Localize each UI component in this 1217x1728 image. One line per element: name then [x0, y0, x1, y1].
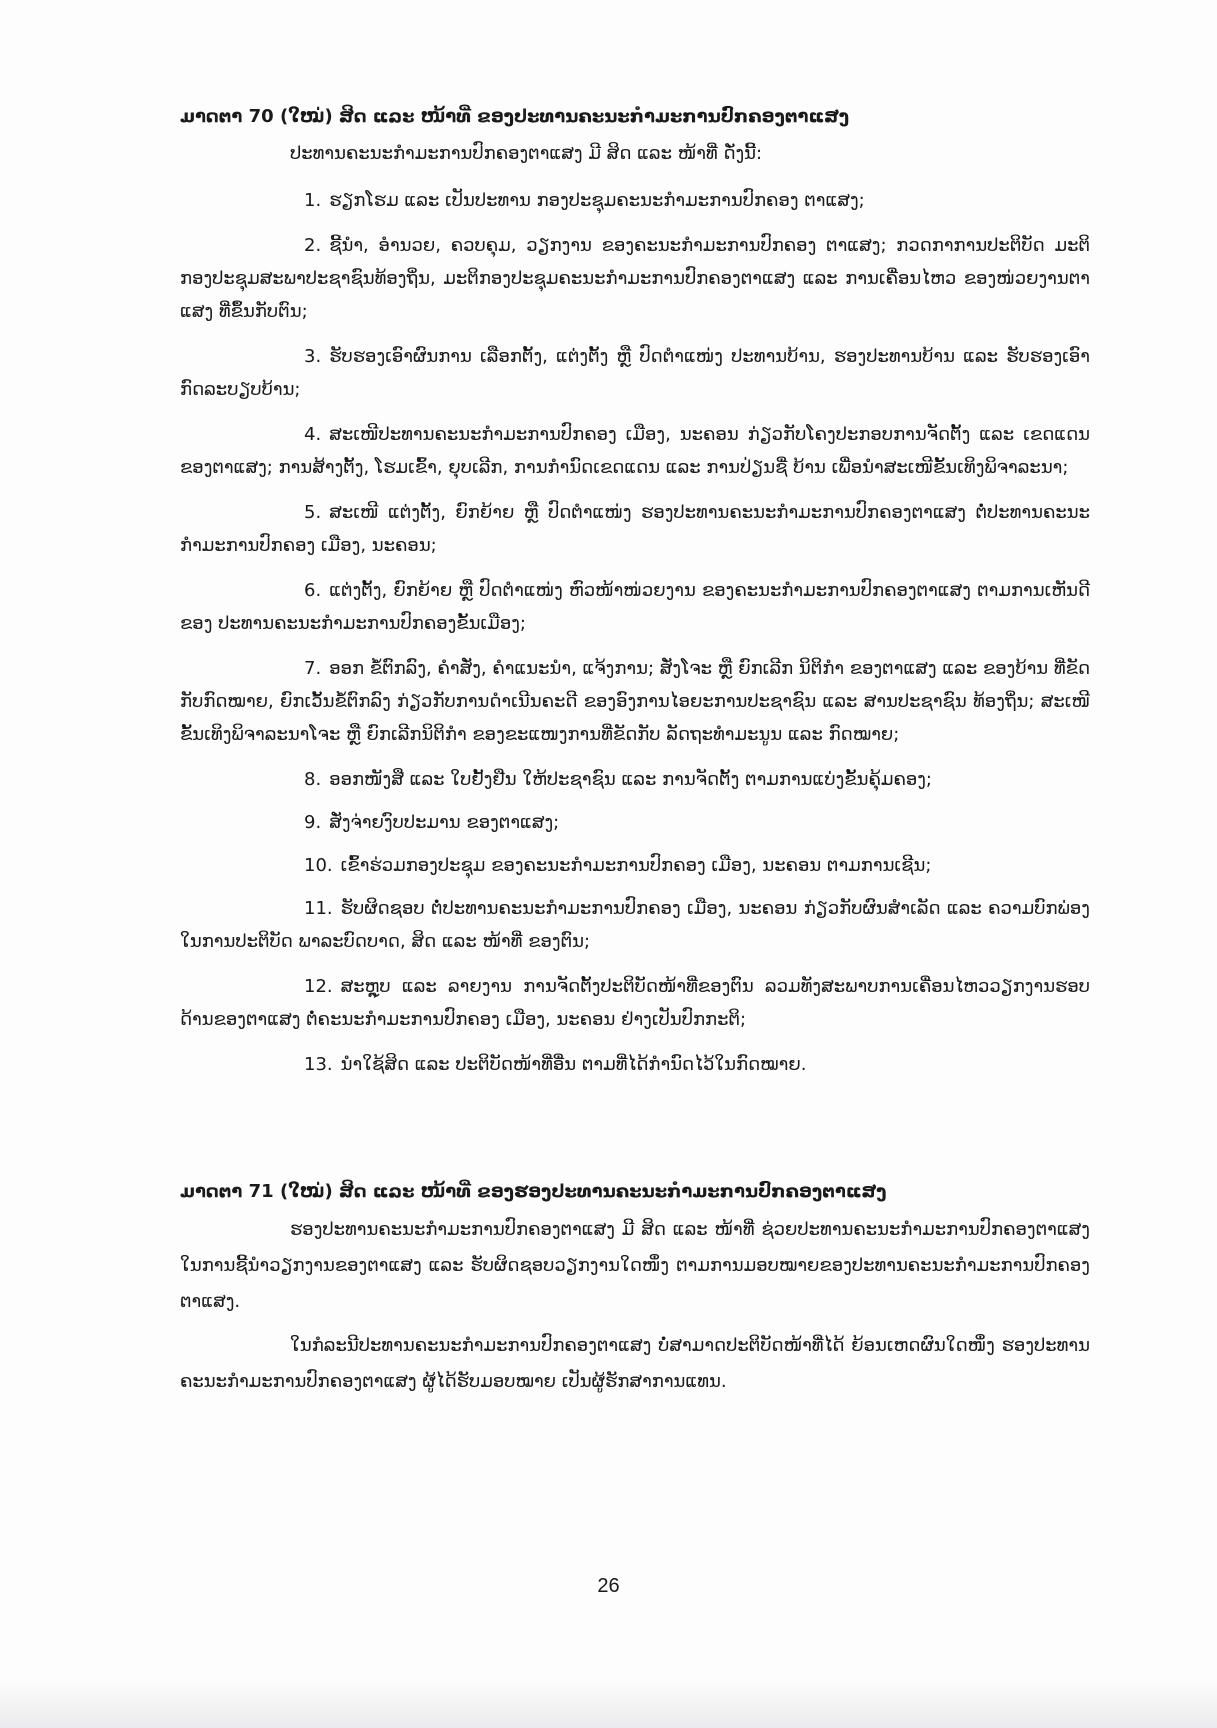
item-number: 1.	[304, 190, 322, 211]
item-text: ນຳໃຊ້ສິດ ແລະ ປະຕິບັດໜ້າທີ່ອື່ນ ຕາມທີ່ໄດ້ກຳນົດໄວ້ໃນກົດໝາຍ.	[340, 1054, 807, 1075]
item-number: 12.	[304, 976, 333, 997]
list-item	[180, 340, 1090, 406]
item-text: ສັ່ງຈ່າຍງົບປະມານ ຂອງຕາແສງ;	[329, 812, 560, 833]
item-text: ອອກໜັງສື ແລະ ໃບຢັ້ງຢືນ ໃຫ້ປະຊາຊົນ ແລະ ການຈັດຕັ້ງ ຕາມການແບ່ງຂັ້ນຄຸ້ມຄອງ;	[329, 769, 932, 790]
scan-edge-shadow	[0, 1680, 1217, 1728]
item-number: 9.	[304, 812, 322, 833]
list-item	[180, 184, 1090, 217]
article-70-heading: ມາດຕາ 70 (ໃໝ່) ສິດ ແລະ ໜ້າທີ່ ຂອງປະທານຄະນະກຳມະການປົກຄອງຕາແສງ	[180, 106, 850, 127]
item-number: 3.	[304, 346, 322, 367]
item-number: 11.	[304, 898, 333, 919]
item-number: 13.	[304, 1054, 333, 1075]
list-item	[180, 1048, 1090, 1081]
item-number: 6.	[304, 580, 322, 601]
list-item	[180, 574, 1090, 640]
list-item	[180, 652, 1090, 751]
page-number: 26	[597, 1575, 620, 1597]
item-number: 4.	[304, 424, 322, 445]
item-text: ຮັບຜິດຊອບ ຕໍ່ປະທານຄະນະກຳມະການປົກຄອງ ເມືອງ, ນະຄອນ ກ່ຽວກັບຜົນສຳເລັດ ແລະ ຄວາມບົກພ່ອງ ໃນການປະຕິບັດ ພາລະບົດບາດ, ສິດ ແລະ ໜ້າທີ່ ຂອງຕົນ;	[180, 898, 1090, 952]
item-number: 2.	[304, 235, 322, 256]
list-item	[180, 763, 1090, 796]
list-item	[180, 849, 1090, 882]
item-text: ສະເໜີ ແຕ່ງຕັ້ງ, ຍົກຍ້າຍ ຫຼື ປົດຕຳແໜ່ງ ຮອງປະທານຄະນະກຳມະການປົກຄອງຕາແສງ ຕໍ່ປະທານຄະນະກຳມະການປົກຄອງ ເມືອງ, ນະຄອນ;	[180, 502, 1090, 556]
item-text: ຮຽກໂຮມ ແລະ ເປັນປະທານ ກອງປະຊຸມຄະນະກຳມະການປົກຄອງ ຕາແສງ;	[329, 190, 865, 211]
list-item	[180, 806, 1090, 839]
item-text: ຮັບຮອງເອົາຜົນການ ເລືອກຕັ້ງ, ແຕ່ງຕັ້ງ ຫຼື ປົດຕຳແໜ່ງ ປະທານບ້ານ, ຮອງປະທານບ້ານ ແລະ ຮັບຮອງເອົາກົດລະບຽບບ້ານ;	[180, 346, 1090, 400]
item-number: 8.	[304, 769, 322, 790]
item-text: ແຕ່ງຕັ້ງ, ຍົກຍ້າຍ ຫຼື ປົດຕຳແໜ່ງ ຫົວໜ້າໜ່ວຍງານ ຂອງຄະນະກຳມະການປົກຄອງຕາແສງ ຕາມການເຫັນດີຂອງ ປະທານຄະນະກຳມະການປົກຄອງຂັ້ນເມືອງ;	[180, 580, 1090, 634]
item-text: ອອກ ຂໍ້ຕົກລົງ, ຄຳສັ່ງ, ຄຳແນະນຳ, ແຈ້ງການ; ສັ່ງໂຈະ ຫຼື ຍົກເລີກ ນິຕິກຳ ຂອງຕາແສງ ແລະ ຂອງບ້ານ ທີ່ຂັດກັບກົດໝາຍ, ຍົກເວັ້ນຂໍ້ຕົກລົງ ກ່ຽວກັບການດຳເນີນຄະດີ ຂອງອົງການໄອຍະການປະຊາຊົນ ແລະ ສານປະຊາຊົນ ທ້ອງຖິ່ນ; ສະເໜີຂັ້ນເທິງພິຈາລະນາໂຈະ ຫຼື ຍົກເລີກນິຕິກຳ ຂອງຂະແໜງການທີ່ຂັດກັບ ລັດຖະທຳມະນູນ ແລະ ກົດໝາຍ;	[180, 658, 1091, 745]
item-text: ສະຫຼຸບ ແລະ ລາຍງານ ການຈັດຕັ້ງປະຕິບັດໜ້າທີ່ຂອງຕົນ ລວມທັງສະພາບການເຄື່ອນໄຫວວຽກງານຮອບດ້ານຂອງຕາແສງ ຕໍ່ຄະນະກຳມະການປົກຄອງ ເມືອງ, ນະຄອນ ຢ່າງເປັນປົກກະຕິ;	[180, 976, 1090, 1030]
item-text: ຊີ້ນຳ, ອຳນວຍ, ຄວບຄຸມ, ວຽກງານ ຂອງຄະນະກຳມະການປົກຄອງ ຕາແສງ; ກວດກາການປະຕິບັດ ມະຕິກອງປະຊຸມສະພາປະຊາຊົນທ້ອງຖິ່ນ, ມະຕິກອງປະຊຸມຄະນະກຳມະການປົກຄອງຕາແສງ ແລະ ການເຄື່ອນໄຫວ ຂອງໜ່ວຍງານຕາແສງ ທີ່ຂຶ້ນກັບຕົນ;	[180, 235, 1090, 322]
article-71-paragraph: ໃນກໍລະນີປະທານຄະນະກຳມະການປົກຄອງຕາແສງ ບໍ່ສາມາດປະຕິບັດໜ້າທີ່ໄດ້ ຍ້ອນເຫດຜົນໃດໜຶ່ງ ຮອງປະທານຄະນະກຳມະການປົກຄອງຕາແສງ ຜູ້ໄດ້ຮັບມອບໝາຍ ເປັນຜູ້ຮັກສາການແທນ.	[180, 1335, 1090, 1392]
article-70	[180, 103, 1090, 1093]
article-71	[180, 1178, 1090, 1408]
item-text: ສະເໜີປະທານຄະນະກຳມະການປົກຄອງ ເມືອງ, ນະຄອນ ກ່ຽວກັບໂຄງປະກອບການຈັດຕັ້ງ ແລະ ເຂດແດນ ຂອງຕາແສງ; ການສ້າງຕັ້ງ, ໂຮມເຂົ້າ, ຍຸບເລີກ, ການກຳນົດເຂດແດນ ແລະ ການປ່ຽນຊື່ ບ້ານ ເພື່ອນຳສະເໜີຂັ້ນເທິງພິຈາລະນາ;	[180, 424, 1090, 478]
list-item	[180, 496, 1090, 562]
list-item	[180, 970, 1090, 1036]
article-70-intro: ປະທານຄະນະກຳມະການປົກຄອງຕາແສງ ມີ ສິດ ແລະ ໜ້າທີ່ ດັ່ງນີ້:	[290, 143, 763, 164]
article-71-paragraph: ຮອງປະທານຄະນະກຳມະການປົກຄອງຕາແສງ ມີ ສິດ ແລະ ໜ້າທີ່ ຊ່ວຍປະທານຄະນະກຳມະການປົກຄອງຕາແສງ ໃນການຊີ້ນຳວຽກງານຂອງຕາແສງ ແລະ ຮັບຜິດຊອບວຽກງານໃດໜຶ່ງ ຕາມການມອບໝາຍຂອງປະທານຄະນະກຳມະການປົກຄອງຕາແສງ.	[180, 1219, 1090, 1312]
item-number: 5.	[304, 502, 322, 523]
item-number: 10.	[304, 855, 333, 876]
article-71-heading: ມາດຕາ 71 (ໃໝ່) ສິດ ແລະ ໜ້າທີ່ ຂອງຮອງປະທານຄະນະກຳມະການປົກຄອງຕາແສງ	[180, 1181, 887, 1202]
list-item	[180, 418, 1090, 484]
list-item	[180, 229, 1090, 328]
item-number: 7.	[304, 658, 322, 679]
list-item	[180, 892, 1090, 958]
item-text: ເຂົ້າຮ່ວມກອງປະຊຸມ ຂອງຄະນະກຳມະການປົກຄອງ ເມືອງ, ນະຄອນ ຕາມການເຊີນ;	[340, 855, 932, 876]
